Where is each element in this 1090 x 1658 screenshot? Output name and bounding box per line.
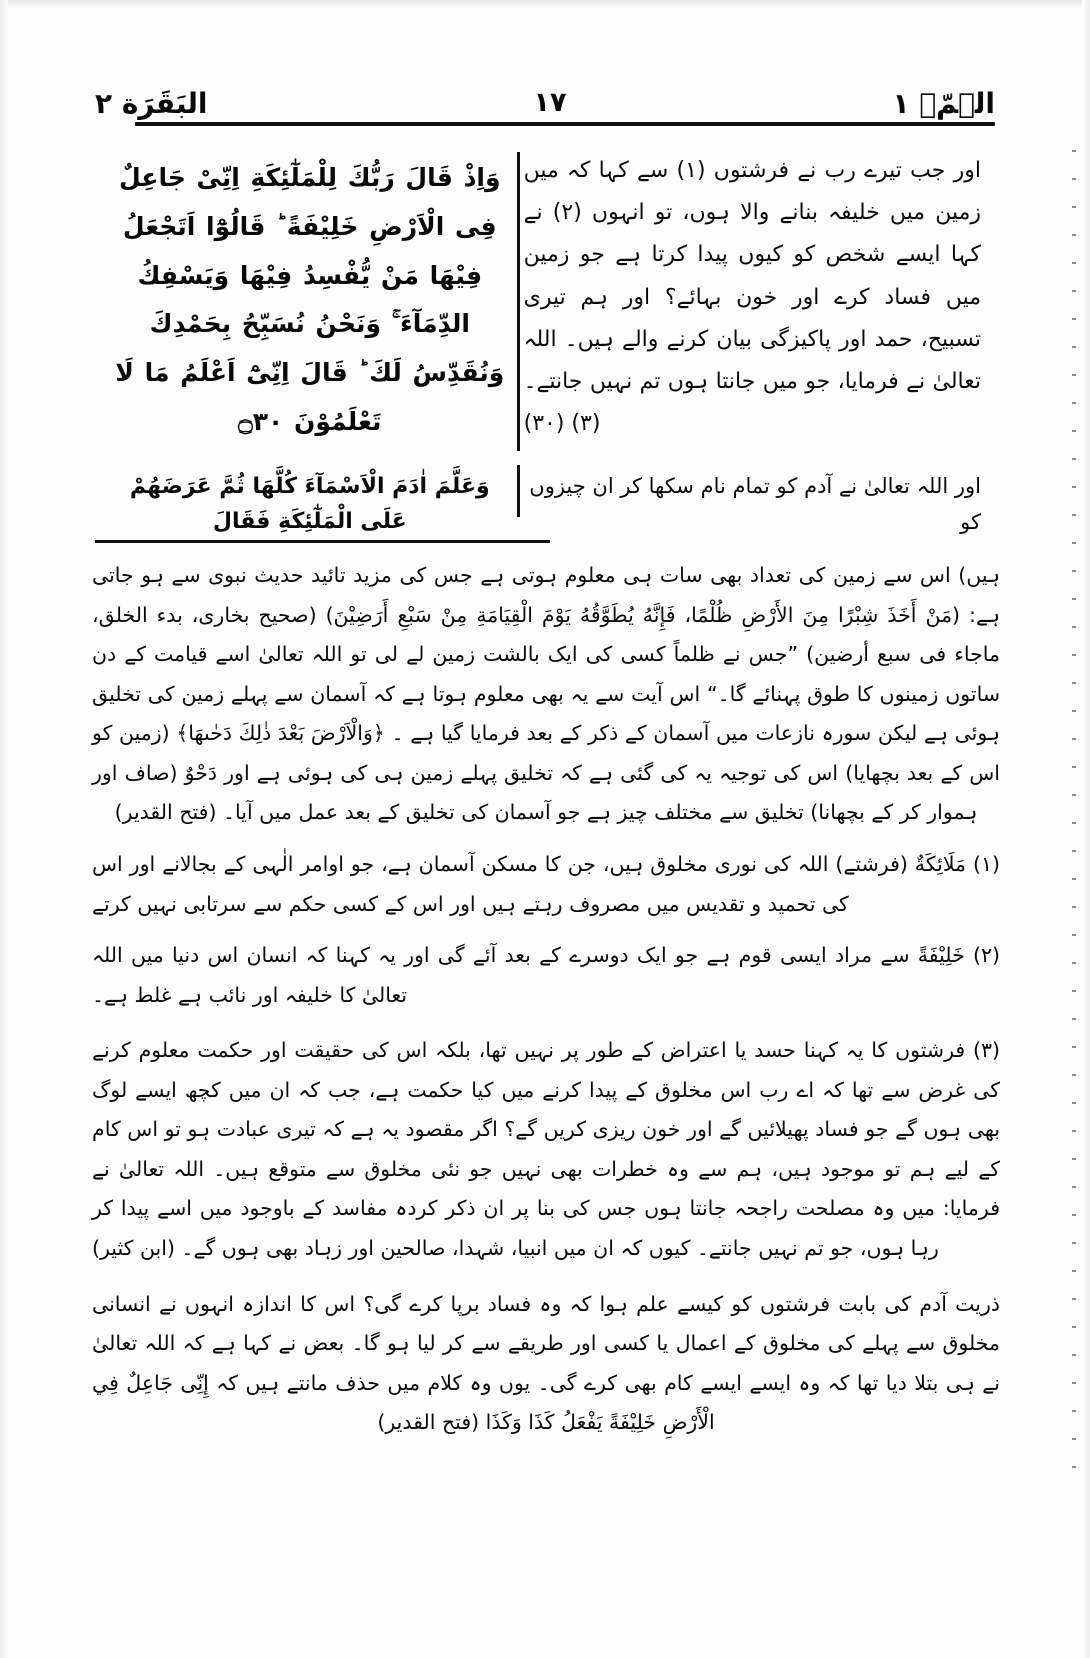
page-number: ١٧ xyxy=(533,87,567,118)
commentary-paragraph: (۳) فرشتوں کا یہ کہنا حسد یا اعتراض کے طور پر نہیں تھا، بلکہ اس کی حقیقت اور حکمت معلوم کرنے کی غرض سے تھا کہ اے رب اس مخلوق کے پیدا کرنے میں کیا حکمت ہے، جب کہ ان میں کچھ ایسے لوگ بھی ہوں گے جو فساد پھیلائیں گے اور خون ریزی کریں گے؟ اگر مقصود یہ ہے کہ تیری عبادت ہو تو اس کام کے لیے ہم تو موجود ہیں، ہم سے وہ خطرات بھی نہیں جو نئی مخلوق سے متوقع ہیں۔ اللہ تعالیٰ نے فرمایا: میں وہ مصلحت راجحہ جانتا ہوں جس کی بنا پر ان ذکر کردہ مفاسد کے باوجود میں اسے پیدا کر رہا ہوں، جو تم نہیں جانتے۔ کیوں کہ ان میں انبیا، شہدا، صالحین اور زہاد بھی ہوں گے۔ (ابن کثیر) xyxy=(92,1038,1000,1260)
juz-label: الۤمّۤ ١ xyxy=(892,87,995,120)
scan-edge-left xyxy=(0,0,8,1658)
margin-tick-marks xyxy=(1072,150,1076,1530)
commentary-section xyxy=(92,556,1000,1618)
header-rule xyxy=(135,122,995,126)
scan-edge-right xyxy=(1082,0,1090,1658)
arabic-verse-text-2: وَعَلَّمَ اٰدَمَ الْاَسْمَآءَ كُلَّهَا ثُمَّ عَرَضَهُمْ عَلَى الْمَلٰٓئِكَةِ فَقَالَ xyxy=(129,474,490,535)
urdu-translation-column-2 xyxy=(520,465,995,540)
commentary-paragraph: ذریت آدم کی بابت فرشتوں کو کیسے علم ہوا کہ وہ فساد برپا کرے گی؟ اس کا اندازہ انہوں نے انسانی مخلوق سے پہلے کی مخلوق کے اعمال یا کسی اور طریقے سے کر لیا ہو گا۔ بعض نے کہا ہے کہ اللہ تعالیٰ نے ہی بتلا دیا تھا کہ وہ ایسے ایسے کام بھی کرے گی۔ یوں وہ کلام میں حذف مانتے ہیں کہ إِنِّی جَاعِلٌ فِي الْأَرْضِ خَلِیْفَةً یَفْعَلُ كَذَا وَكَذَا (فتح القدیر) xyxy=(92,1291,1000,1435)
arabic-verse-text: وَاِذْ قَالَ رَبُّكَ لِلْمَلٰٓئِكَةِ اِنِّیْ جَاعِلٌ فِی الْاَرْضِ خَلِیْفَةً ؕ قَالُوْٓا اَتَجْعَلُ فِیْهَا مَنْ یُّفْسِدُ فِیْهَا وَیَسْفِكُ الدِّمَآءَ ۚ وَنَحْنُ نُسَبِّحُ بِحَمْدِكَ وَنُقَدِّسُ لَكَ ؕ قَالَ اِنِّیْٓ اَعْلَمُ مَا لَا تَعْلَمُوْنَ ۝٣٠ xyxy=(115,163,505,436)
verse-block-31 xyxy=(95,465,995,535)
verse-block-30 xyxy=(95,148,995,478)
urdu-translation-text-2: اور اللہ تعالیٰ نے آدم کو تمام نام سکھا کر ان چیزوں کو xyxy=(529,474,981,534)
column-divider xyxy=(517,152,520,451)
arabic-verse-column xyxy=(95,148,517,463)
column-divider-2 xyxy=(517,465,520,517)
commentary-separator-rule xyxy=(95,540,550,543)
arabic-verse-column-2 xyxy=(95,465,517,539)
commentary-paragraph: (۱) مَلَائِكَةٌ (فرشتے) اللہ کی نوری مخلوق ہیں، جن کا مسکن آسمان ہے، جو اوامر الٰہی کے بجالانے اور اس کی تحمید و تقدیس میں مصروف رہتے ہیں اور اس کے کسی حکم سے سرتابی نہیں کرتے xyxy=(92,851,1000,916)
commentary-paragraph: ہیں) اس سے زمین کی تعداد بھی سات ہی معلوم ہوتی ہے جس کی مزید تائید حدیث نبوی سے ہو جاتی ہے: (مَنْ أَخَذَ شِبْرًا مِنَ الأَرْضِ ظُلْمًا، فَإِنَّهُ یُطَوَّقُهُ یَوْمَ الْقِیَامَةِ مِنْ سَبْعِ أَرَضِیْنَ) (صحیح بخاری، بدء الخلق، ماجاء فی سبع أرضین) ”جس نے ظلماً کسی کی ایک بالشت زمین لے لی تو اللہ تعالیٰ اسے قیامت کے دن ساتوں زمینوں کا طوق پہنائے گا۔“ اس آیت سے یہ بھی معلوم ہوتا ہے کہ آسمان سے پہلے زمین کی تخلیق ہوئی ہے لیکن سورہ نازعات میں آسمان کے ذکر کے بعد فرمایا گیا ہے ۔ ﴿وَالْاَرْضَ بَعْدَ ذٰلِكَ دَحٰىهَا﴾ (زمین کو اس کے بعد بچھایا) اس کی توجیہ یہ کی گئی ہے کہ تخلیق پہلے زمین ہی کی ہوئی ہے اور دَحْوٌ (صاف اور ہموار کر کے بچھانا) تخلیق سے مختلف چیز ہے جو آسمان کی تخلیق کے بعد عمل میں آیا۔ (فتح القدیر) xyxy=(92,563,1000,825)
surah-label: البَقَرَة ٢ xyxy=(95,87,208,120)
page-header xyxy=(95,70,995,126)
scan-edge-top xyxy=(0,0,1090,10)
urdu-translation-column xyxy=(520,148,995,463)
commentary-paragraph: (۲) خَلِیْفَةً سے مراد ایسی قوم ہے جو ایک دوسرے کے بعد آئے گی اور یہ کہنا کہ انسان اس دنیا میں اللہ تعالیٰ کا خلیفہ اور نائب ہے غلط ہے۔ xyxy=(92,943,1000,1007)
urdu-translation-text: اور جب تیرے رب نے فرشتوں (۱) سے کہا کہ میں زمین میں خلیفہ بنانے والا ہوں، تو انہوں (۲) نے کہا ایسے شخص کو کیوں پیدا کرتا ہے جو زمین میں فساد کرے اور خون بہائے؟ اور ہم تیری تسبیح، حمد اور پاکیزگی بیان کرنے والے ہیں۔ اللہ تعالیٰ نے فرمایا، جو میں جانتا ہوں تم نہیں جانتے۔ (۳) (۳۰) xyxy=(523,158,982,437)
